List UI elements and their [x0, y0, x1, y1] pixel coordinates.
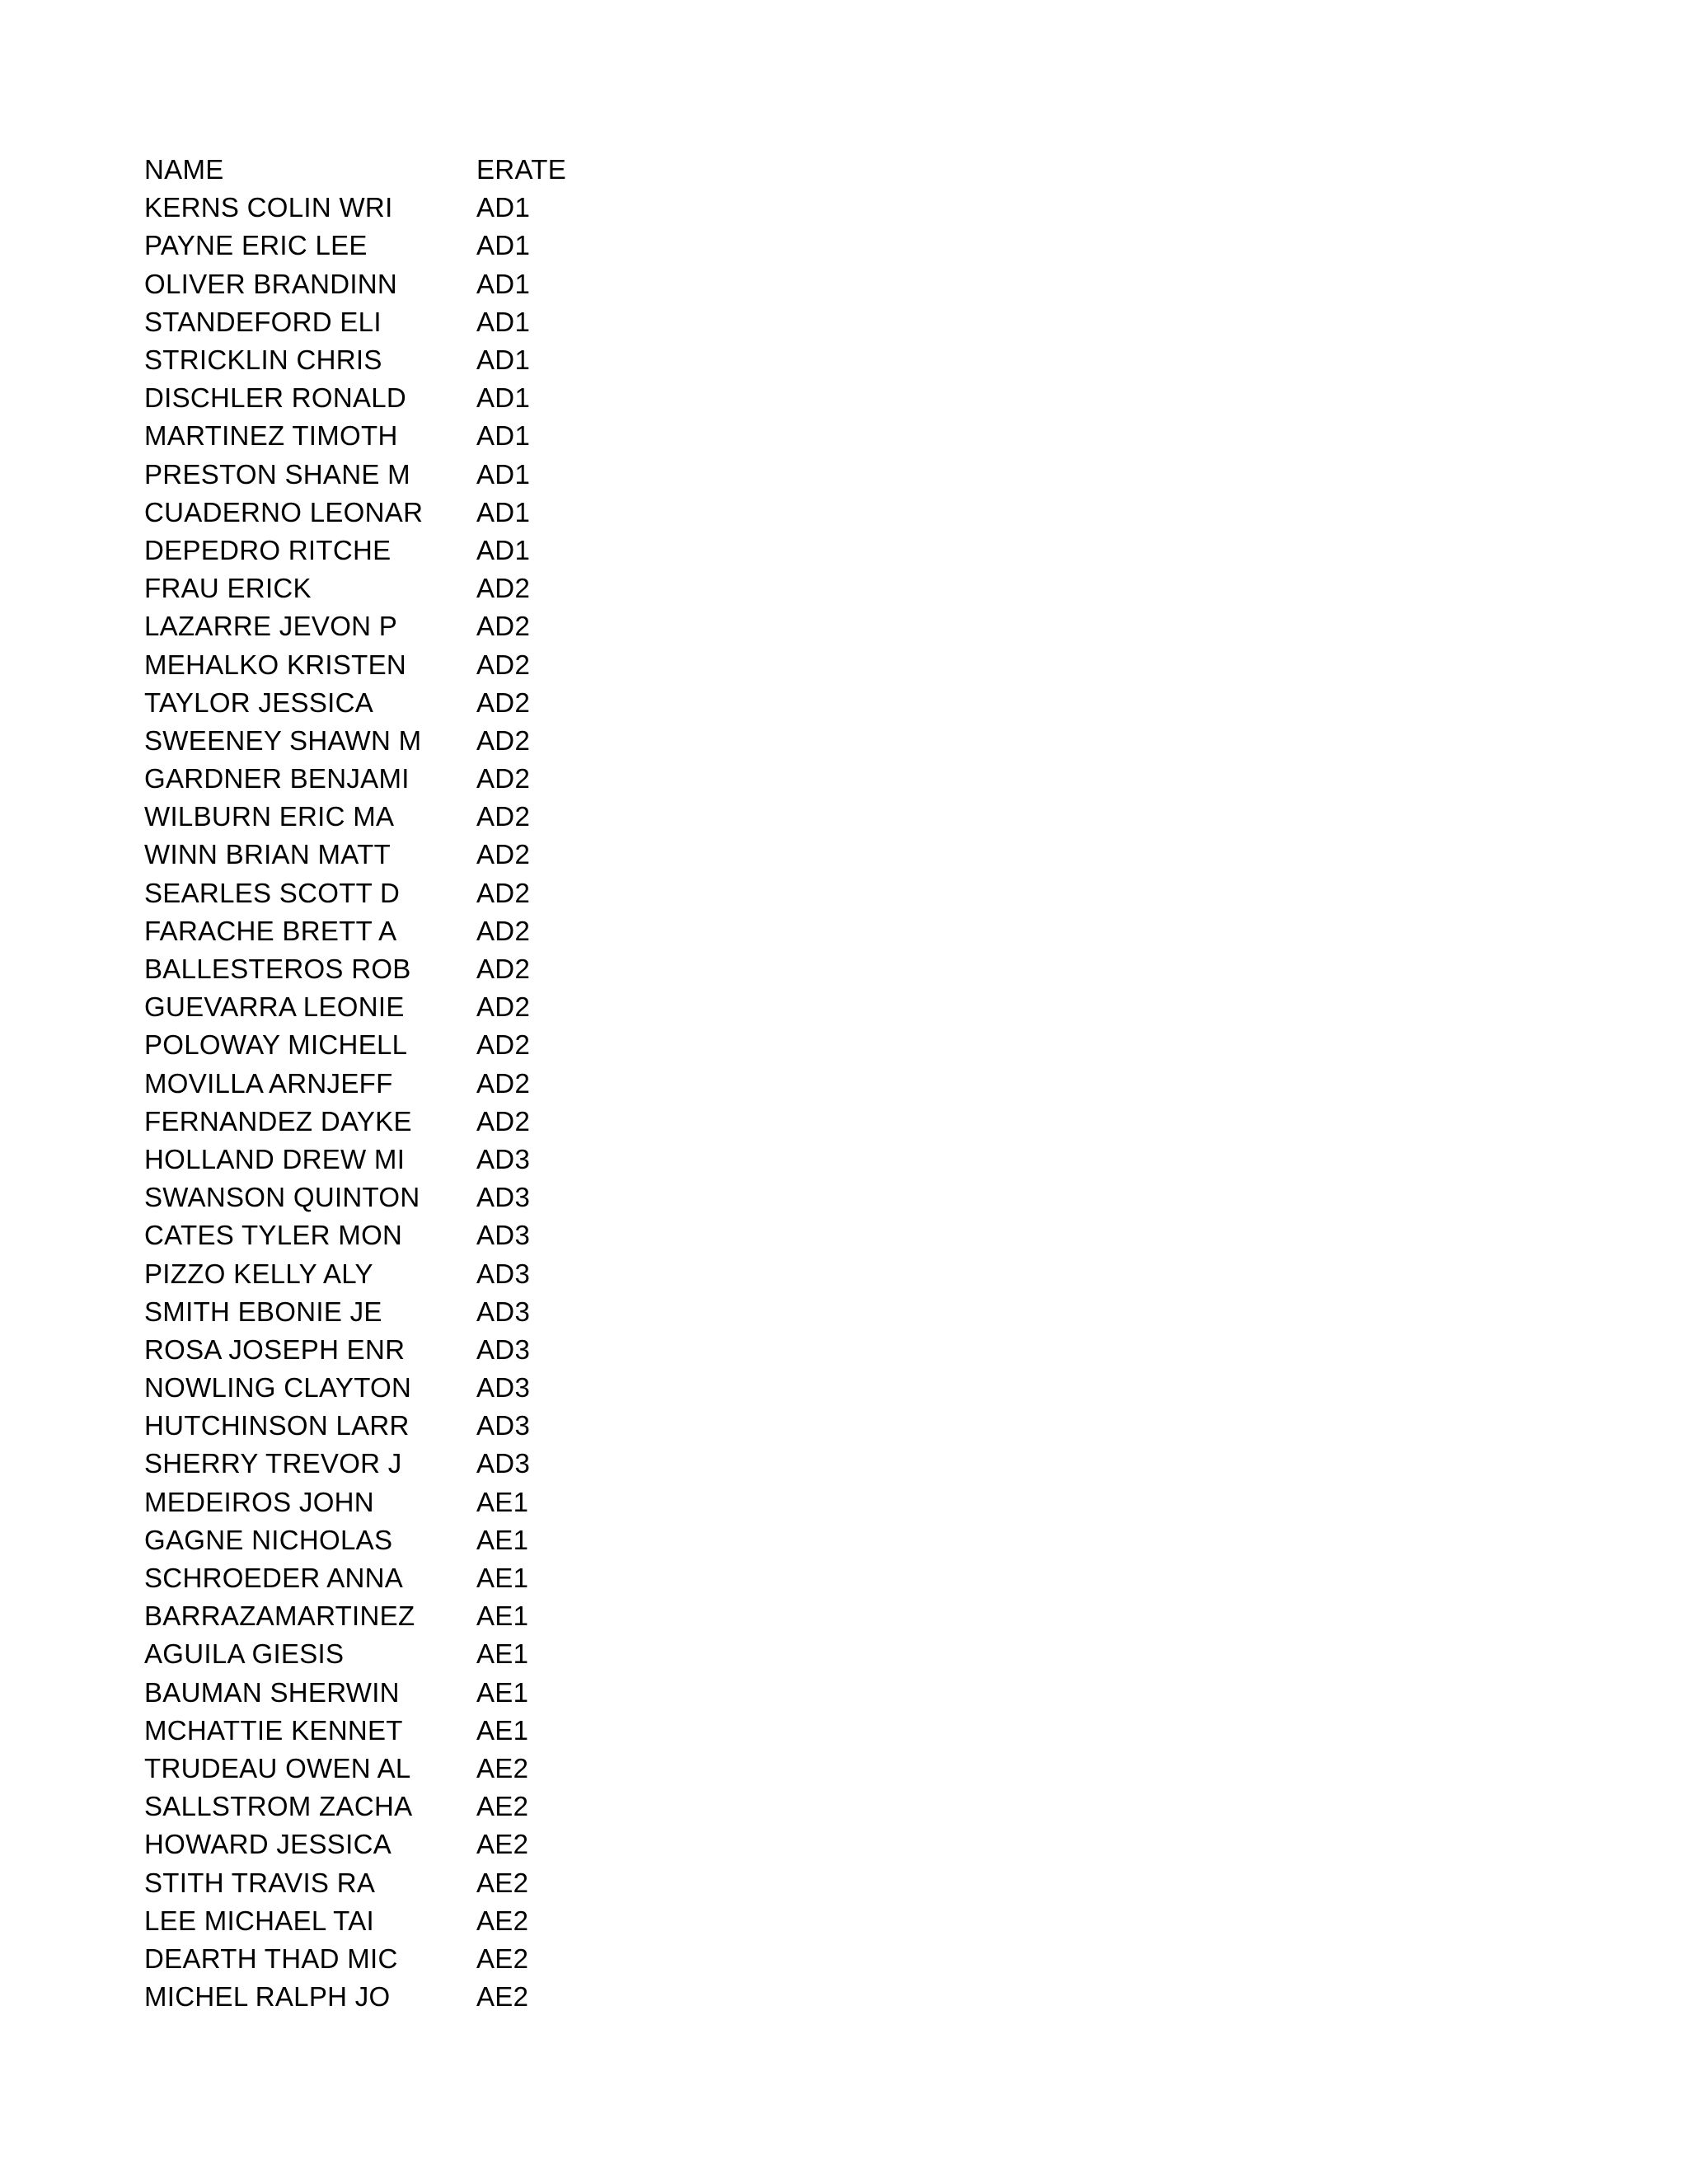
table-row [144, 1483, 641, 1521]
cell-name: FERNANDEZ DAYKE [144, 1105, 412, 1137]
table-row [144, 532, 641, 569]
cell-name: PRESTON SHANE M [144, 458, 410, 490]
cell-name: WINN BRIAN MATT [144, 839, 392, 870]
cell-erate: AD2 [476, 724, 531, 756]
cell-erate: AD2 [476, 687, 531, 718]
cell-erate: AD3 [476, 1410, 531, 1441]
cell-name: SWEENEY SHAWN M [144, 724, 422, 756]
cell-name: SWANSON QUINTON [144, 1182, 420, 1213]
cell-name: SALLSTROM ZACHA [144, 1791, 413, 1822]
table-row [144, 189, 641, 227]
cell-erate: AD2 [476, 801, 531, 832]
cell-name: HOLLAND DREW MI [144, 1143, 406, 1174]
table-row [144, 227, 641, 265]
cell-erate: AD1 [476, 534, 531, 565]
table-row [144, 1825, 641, 1863]
table-row [144, 1445, 641, 1483]
table-row [144, 1369, 641, 1407]
cell-erate: AD2 [476, 877, 531, 908]
table-row [144, 684, 641, 722]
table-row [144, 1026, 641, 1064]
cell-erate: AE1 [476, 1524, 529, 1555]
cell-erate: AE2 [476, 1867, 529, 1898]
cell-name: STANDEFORD ELI [144, 306, 382, 337]
cell-name: STRICKLIN CHRIS [144, 344, 382, 376]
cell-name: CUADERNO LEONAR [144, 496, 424, 527]
table-row [144, 569, 641, 607]
cell-name: NOWLING CLAYTON [144, 1372, 412, 1404]
cell-erate: AD2 [476, 763, 531, 794]
table-row [144, 1559, 641, 1597]
cell-name: MEDEIROS JOHN [144, 1486, 374, 1517]
cell-name: ROSA JOSEPH ENR [144, 1333, 406, 1365]
cell-erate: AD2 [476, 839, 531, 870]
cell-name: GARDNER BENJAMI [144, 763, 410, 794]
table-row [144, 1103, 641, 1141]
table-row [144, 836, 641, 874]
table-row [144, 1788, 641, 1825]
cell-name: BARRAZAMARTINEZ [144, 1601, 415, 1632]
cell-name: DISCHLER RONALD [144, 382, 407, 414]
cell-name: CATES TYLER MON [144, 1220, 403, 1251]
cell-erate: AE1 [476, 1486, 529, 1517]
cell-erate: AE2 [476, 1791, 529, 1822]
table-row [144, 950, 641, 988]
cell-erate: AD1 [476, 306, 531, 337]
cell-erate: AD3 [476, 1220, 531, 1251]
table-row [144, 1674, 641, 1712]
cell-erate: AD2 [476, 915, 531, 946]
table-row [144, 1331, 641, 1369]
column-header-name: NAME [144, 154, 224, 185]
cell-erate: AD1 [476, 382, 531, 414]
table-row [144, 1407, 641, 1445]
table-row [144, 988, 641, 1026]
table-row [144, 1750, 641, 1788]
cell-erate: AD2 [476, 573, 531, 604]
table-row [144, 303, 641, 341]
table-row [144, 1635, 641, 1673]
cell-name: MICHEL RALPH JO [144, 1981, 391, 2013]
table-row [144, 1902, 641, 1940]
cell-erate: AD3 [476, 1182, 531, 1213]
table-row [144, 417, 641, 455]
cell-erate: AD2 [476, 1105, 531, 1137]
table-header-row [144, 151, 641, 189]
cell-name: SCHROEDER ANNA [144, 1563, 404, 1594]
cell-name: GAGNE NICHOLAS [144, 1524, 393, 1555]
cell-name: TAYLOR JESSICA [144, 687, 374, 718]
cell-erate: AD3 [476, 1333, 531, 1365]
cell-name: TRUDEAU OWEN AL [144, 1752, 411, 1783]
cell-name: MOVILLA ARNJEFF [144, 1067, 393, 1099]
cell-name: SHERRY TREVOR J [144, 1448, 402, 1479]
cell-name: DEARTH THAD MIC [144, 1943, 398, 1974]
cell-erate: AE1 [476, 1676, 529, 1708]
cell-name: FRAU ERICK [144, 573, 312, 604]
cell-name: AGUILA GIESIS [144, 1638, 345, 1670]
table-row [144, 1293, 641, 1331]
table-row [144, 607, 641, 645]
cell-erate: AD1 [476, 496, 531, 527]
cell-name: DEPEDRO RITCHE [144, 534, 392, 565]
cell-erate: AE1 [476, 1601, 529, 1632]
cell-erate: AD1 [476, 344, 531, 376]
cell-name: KERNS COLIN WRI [144, 192, 393, 223]
cell-erate: AD3 [476, 1448, 531, 1479]
cell-name: STITH TRAVIS RA [144, 1867, 376, 1898]
table-row [144, 265, 641, 303]
cell-erate: AD3 [476, 1296, 531, 1327]
cell-erate: AD1 [476, 192, 531, 223]
table-row [144, 645, 641, 683]
table-row [144, 1065, 641, 1103]
cell-erate: AD1 [476, 420, 531, 452]
table-row [144, 1521, 641, 1559]
table-row [144, 1712, 641, 1750]
table-row [144, 1141, 641, 1179]
table-row [144, 722, 641, 760]
table-row [144, 341, 641, 379]
table-row [144, 874, 641, 912]
cell-erate: AE1 [476, 1638, 529, 1670]
table-row [144, 1254, 641, 1292]
cell-erate: AE2 [476, 1981, 529, 2013]
cell-name: HUTCHINSON LARR [144, 1410, 410, 1441]
cell-name: HOWARD JESSICA [144, 1829, 392, 1860]
cell-name: WILBURN ERIC MA [144, 801, 395, 832]
cell-erate: AE1 [476, 1714, 529, 1746]
cell-name: SEARLES SCOTT D [144, 877, 401, 908]
cell-name: LEE MICHAEL TAI [144, 1905, 374, 1936]
table-row [144, 379, 641, 417]
cell-name: MEHALKO KRISTEN [144, 649, 407, 680]
cell-erate: AD3 [476, 1258, 531, 1289]
cell-name: PIZZO KELLY ALY [144, 1258, 373, 1289]
table-row [144, 1940, 641, 1978]
cell-name: PAYNE ERIC LEE [144, 230, 368, 261]
cell-erate: AD1 [476, 268, 531, 299]
cell-erate: AD2 [476, 991, 531, 1023]
cell-name: LAZARRE JEVON P [144, 611, 398, 642]
cell-erate: AD2 [476, 611, 531, 642]
cell-erate: AE2 [476, 1752, 529, 1783]
cell-name: BAUMAN SHERWIN [144, 1676, 400, 1708]
table-row [144, 494, 641, 532]
cell-erate: AE2 [476, 1943, 529, 1974]
cell-erate: AD1 [476, 458, 531, 490]
cell-erate: AD1 [476, 230, 531, 261]
cell-name: FARACHE BRETT A [144, 915, 397, 946]
cell-erate: AE2 [476, 1905, 529, 1936]
cell-erate: AD2 [476, 649, 531, 680]
table-row [144, 456, 641, 494]
cell-erate: AD2 [476, 1029, 531, 1061]
name-erate-table [144, 151, 641, 2016]
cell-erate: AD2 [476, 954, 531, 985]
table-row [144, 912, 641, 950]
cell-erate: AD3 [476, 1143, 531, 1174]
cell-name: BALLESTEROS ROB [144, 954, 411, 985]
table-row [144, 1978, 641, 2016]
column-header-erate: ERATE [476, 154, 567, 185]
table-row [144, 1863, 641, 1901]
table-row [144, 798, 641, 836]
cell-erate: AD2 [476, 1067, 531, 1099]
table-row [144, 760, 641, 798]
cell-name: SMITH EBONIE JE [144, 1296, 382, 1327]
cell-erate: AE2 [476, 1829, 529, 1860]
table-row [144, 1216, 641, 1254]
cell-name: MCHATTIE KENNET [144, 1714, 403, 1746]
table-row [144, 1179, 641, 1216]
cell-name: MARTINEZ TIMOTH [144, 420, 398, 452]
cell-name: GUEVARRA LEONIE [144, 991, 405, 1023]
cell-erate: AE1 [476, 1563, 529, 1594]
cell-name: OLIVER BRANDINN [144, 268, 398, 299]
table-row [144, 1597, 641, 1635]
cell-erate: AD3 [476, 1372, 531, 1404]
cell-name: POLOWAY MICHELL [144, 1029, 408, 1061]
